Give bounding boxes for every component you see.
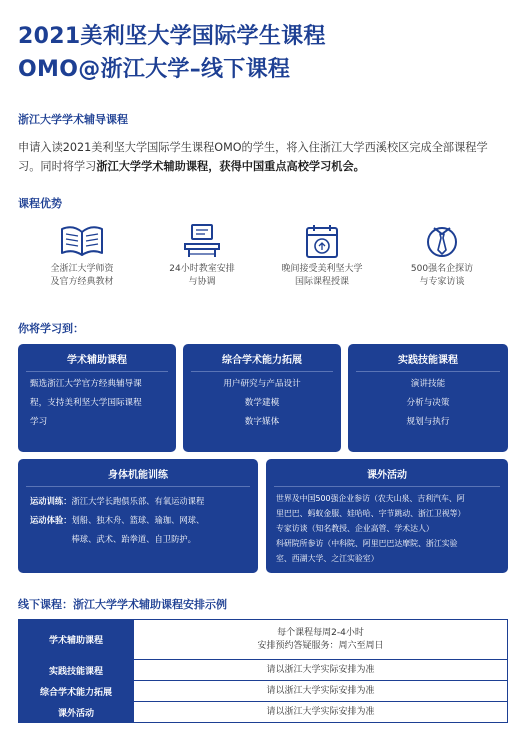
schedule-value — [134, 620, 508, 660]
card-line: 用户研究与产品设计 — [223, 379, 301, 389]
body-label: 运动体验： — [30, 515, 72, 525]
advantage-caption-line-1: 24小时教室安排 — [169, 264, 235, 274]
advantage-caption-line-2: 与专家访谈 — [419, 277, 465, 287]
card-line: 分析与决策 — [406, 398, 450, 408]
card-line: 专家访谈（知名教授、企业高管、学术达人） — [276, 524, 434, 533]
sports-value: 浙江大学长跑俱乐部、有氧运动课程 — [71, 496, 205, 506]
card-line: 数学建模 — [244, 398, 280, 408]
schedule-value: 请以浙江大学实际安排为准 — [134, 702, 508, 723]
card-title: 身体机能训练 — [26, 459, 250, 487]
card-academic — [18, 344, 176, 452]
calendar-icon — [262, 223, 382, 259]
tutoring-intro-highlight: 浙江大学学术辅助课程，获得中国重点高校学习机会。 — [96, 160, 365, 173]
schedule-label: 实践技能课程 — [19, 660, 134, 681]
card-comprehensive — [183, 344, 341, 452]
schedule-value-line-2: 安排预约答疑服务：周六至周日 — [257, 640, 384, 651]
page-title-line-1: 2021美利坚大学国际学生课程 — [18, 24, 326, 49]
card-line-sports — [30, 492, 246, 511]
card-line: 世界及中国500强企业参访（农夫山泉、吉利汽车、阿 — [276, 494, 465, 503]
card-line: 学习 — [30, 417, 48, 427]
table-row — [19, 681, 508, 702]
card-body — [348, 372, 508, 435]
tutoring-intro-text: 申请入读2021美利坚大学国际学生课程OMO的学生，将入住浙江大学西溪校区完成全部课程学习。同时将学习 — [18, 141, 488, 173]
tutoring-intro — [18, 138, 510, 176]
page-title-line-2: OMO@浙江大学–线下课程 — [18, 57, 291, 82]
advantages-row — [22, 223, 502, 298]
book-icon — [22, 223, 142, 259]
schedule-label: 综合学术能力拓展 — [19, 681, 134, 702]
table-row — [19, 660, 508, 681]
advantage-item-evening — [262, 223, 382, 289]
card-title: 实践技能课程 — [356, 344, 500, 372]
card-body — [18, 372, 176, 435]
learn-heading: 你将学习到： — [18, 322, 84, 335]
schedule-label: 课外活动 — [19, 702, 134, 723]
card-title: 学术辅助课程 — [26, 344, 168, 372]
card-body — [18, 487, 258, 554]
card-title: 课外活动 — [274, 459, 500, 487]
advantage-caption-line-2: 及官方经典教材 — [50, 277, 114, 287]
card-line: 数字媒体 — [244, 417, 280, 427]
card-line-body — [30, 511, 246, 549]
schedule-table — [18, 619, 508, 723]
table-row — [19, 620, 508, 660]
sports-label: 运动训练： — [30, 496, 72, 506]
card-physical — [18, 459, 258, 573]
schedule-value: 请以浙江大学实际安排为准 — [134, 681, 508, 702]
advantage-item-classroom — [142, 223, 262, 289]
advantage-item-faculty — [22, 223, 142, 289]
advantage-item-enterprise — [382, 223, 502, 289]
card-extracurricular — [266, 459, 508, 573]
card-line: 室、西湖大学、之江实验室） — [276, 554, 379, 563]
card-line: 甄选浙江大学官方经典辅导课 — [30, 379, 142, 389]
advantage-caption-line-1: 全浙江大学师资 — [50, 264, 114, 274]
card-line: 演讲技能 — [410, 379, 446, 389]
card-line: 科研院所参访（中科院、阿里巴巴达摩院、浙江实验 — [276, 539, 458, 548]
tutoring-heading: 浙江大学学术辅导课程 — [18, 113, 128, 126]
card-line: 里巴巴、蚂蚁金服、娃哈哈、字节跳动、浙江卫视等） — [276, 509, 466, 518]
table-row — [19, 702, 508, 723]
advantage-caption-line-2: 国际课程授课 — [294, 277, 349, 287]
body-value-line-2: 棒球、武术、跆拳道、自卫防护。 — [71, 534, 196, 544]
advantage-caption-line-1: 晚间接受美利坚大学 — [281, 264, 363, 274]
schedule-value: 请以浙江大学实际安排为准 — [134, 660, 508, 681]
card-line: 规划与执行 — [406, 417, 450, 427]
body-value-line-1: 划船、独木舟、篮球、瑜珈、网球、 — [71, 515, 205, 525]
card-skills — [348, 344, 508, 452]
business-tie-icon — [382, 223, 502, 259]
classroom-icon — [142, 223, 262, 259]
card-line: 程，支持美利坚大学国际课程 — [30, 398, 142, 408]
card-body — [266, 487, 508, 570]
schedule-heading: 线下课程：浙江大学学术辅助课程安排示例 — [18, 598, 227, 611]
advantages-heading: 课程优势 — [18, 197, 62, 210]
schedule-value-line-1: 每个课程每周2-4小时 — [277, 627, 364, 638]
page-title — [18, 20, 326, 86]
schedule-label: 学术辅助课程 — [19, 620, 134, 660]
advantage-caption-line-1: 500强名企探访 — [410, 264, 474, 274]
advantage-caption-line-2: 与协调 — [188, 277, 216, 287]
card-body — [183, 372, 341, 435]
card-title: 综合学术能力拓展 — [191, 344, 333, 372]
